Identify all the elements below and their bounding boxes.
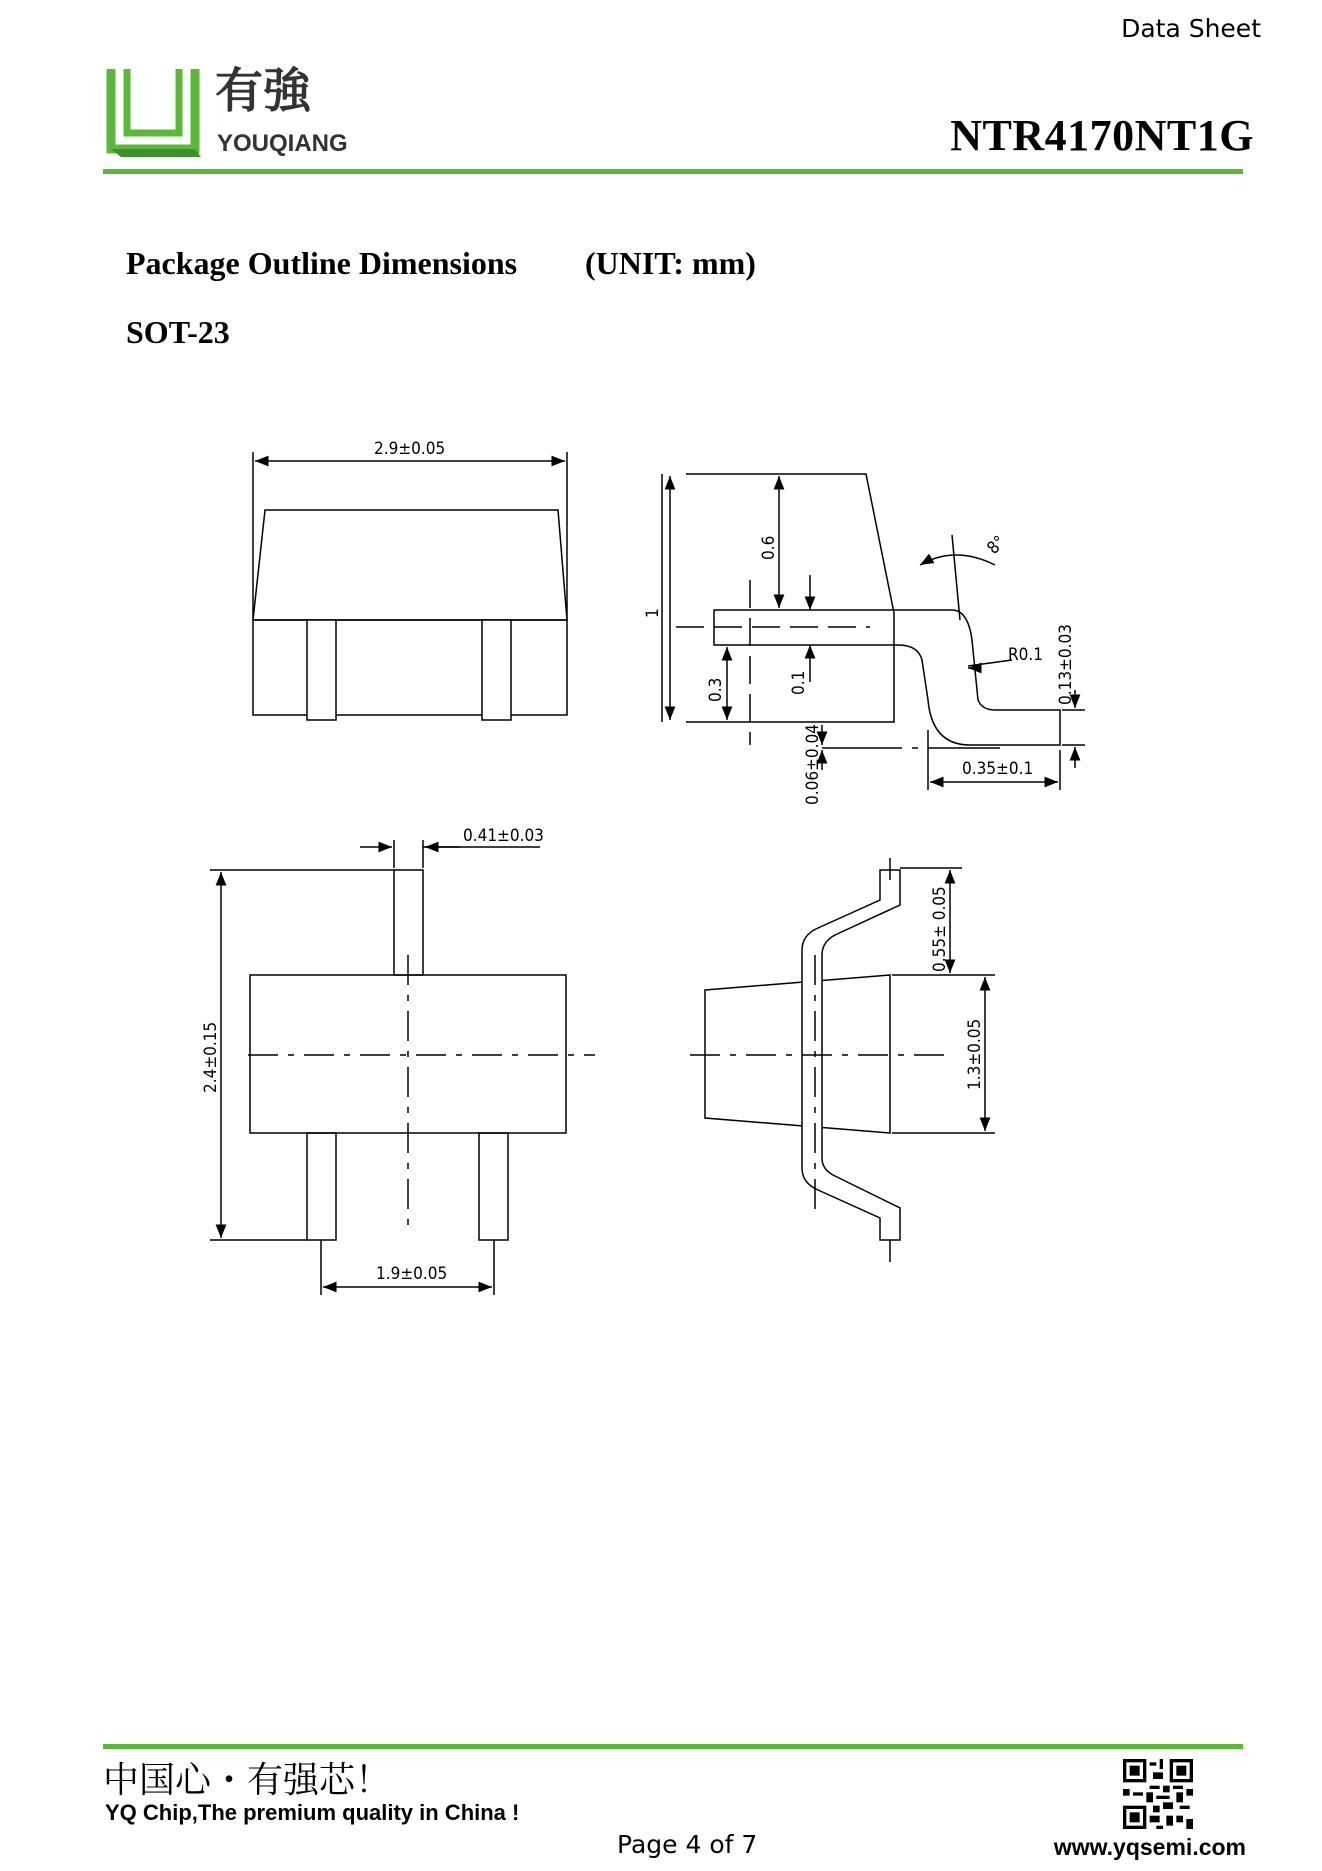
dim-lead-width: 0.41±0.03 (463, 826, 544, 846)
dim-side-lead-offset: 0.3 (706, 677, 726, 702)
dim-foot-length: 0.35±0.1 (962, 759, 1034, 779)
dim-body-width: 1.3±0.05 (965, 1018, 985, 1090)
unit-label: (UNIT: mm) (585, 245, 756, 281)
brand-en: YOUQIANG (217, 130, 348, 157)
part-number: NTR4170NT1G (950, 111, 1254, 160)
website-url: www.yqsemi.com (1053, 1834, 1246, 1860)
footer-divider (103, 1744, 1243, 1749)
dim-angle: 8° (983, 532, 1010, 559)
dim-lead-length: 0.55± 0.05 (930, 886, 950, 972)
dim-radius: R0.1 (1008, 645, 1043, 665)
dim-body-span: 2.4±0.15 (201, 1021, 221, 1093)
top-view (210, 840, 595, 1295)
package-name: SOT-23 (126, 314, 230, 350)
side-view (662, 474, 1085, 790)
brand-cn: 有強 (215, 63, 312, 119)
slogan-chinese: 中国心・有强芯！ (103, 1760, 392, 1801)
qr-code-icon (1123, 1759, 1193, 1829)
slogan-english: YQ Chip,The premium quality in China ! (105, 1800, 520, 1825)
dim-pitch: 1.9±0.05 (376, 1264, 448, 1284)
page-number: Page 4 of 7 (617, 1830, 758, 1859)
dim-top-width: 2.9±0.05 (374, 439, 446, 459)
document-type: Data Sheet (1121, 14, 1261, 43)
dim-side-height: 1 (643, 608, 663, 618)
dim-lead-thickness: 0.13±0.03 (1056, 624, 1076, 705)
dim-side-top: 0.6 (759, 535, 779, 560)
dim-side-lead-thk: 0.1 (789, 670, 809, 695)
section-title: Package Outline Dimensions (126, 245, 518, 281)
dim-standoff: 0.06±0.04 (803, 724, 823, 805)
front-view (253, 452, 567, 720)
